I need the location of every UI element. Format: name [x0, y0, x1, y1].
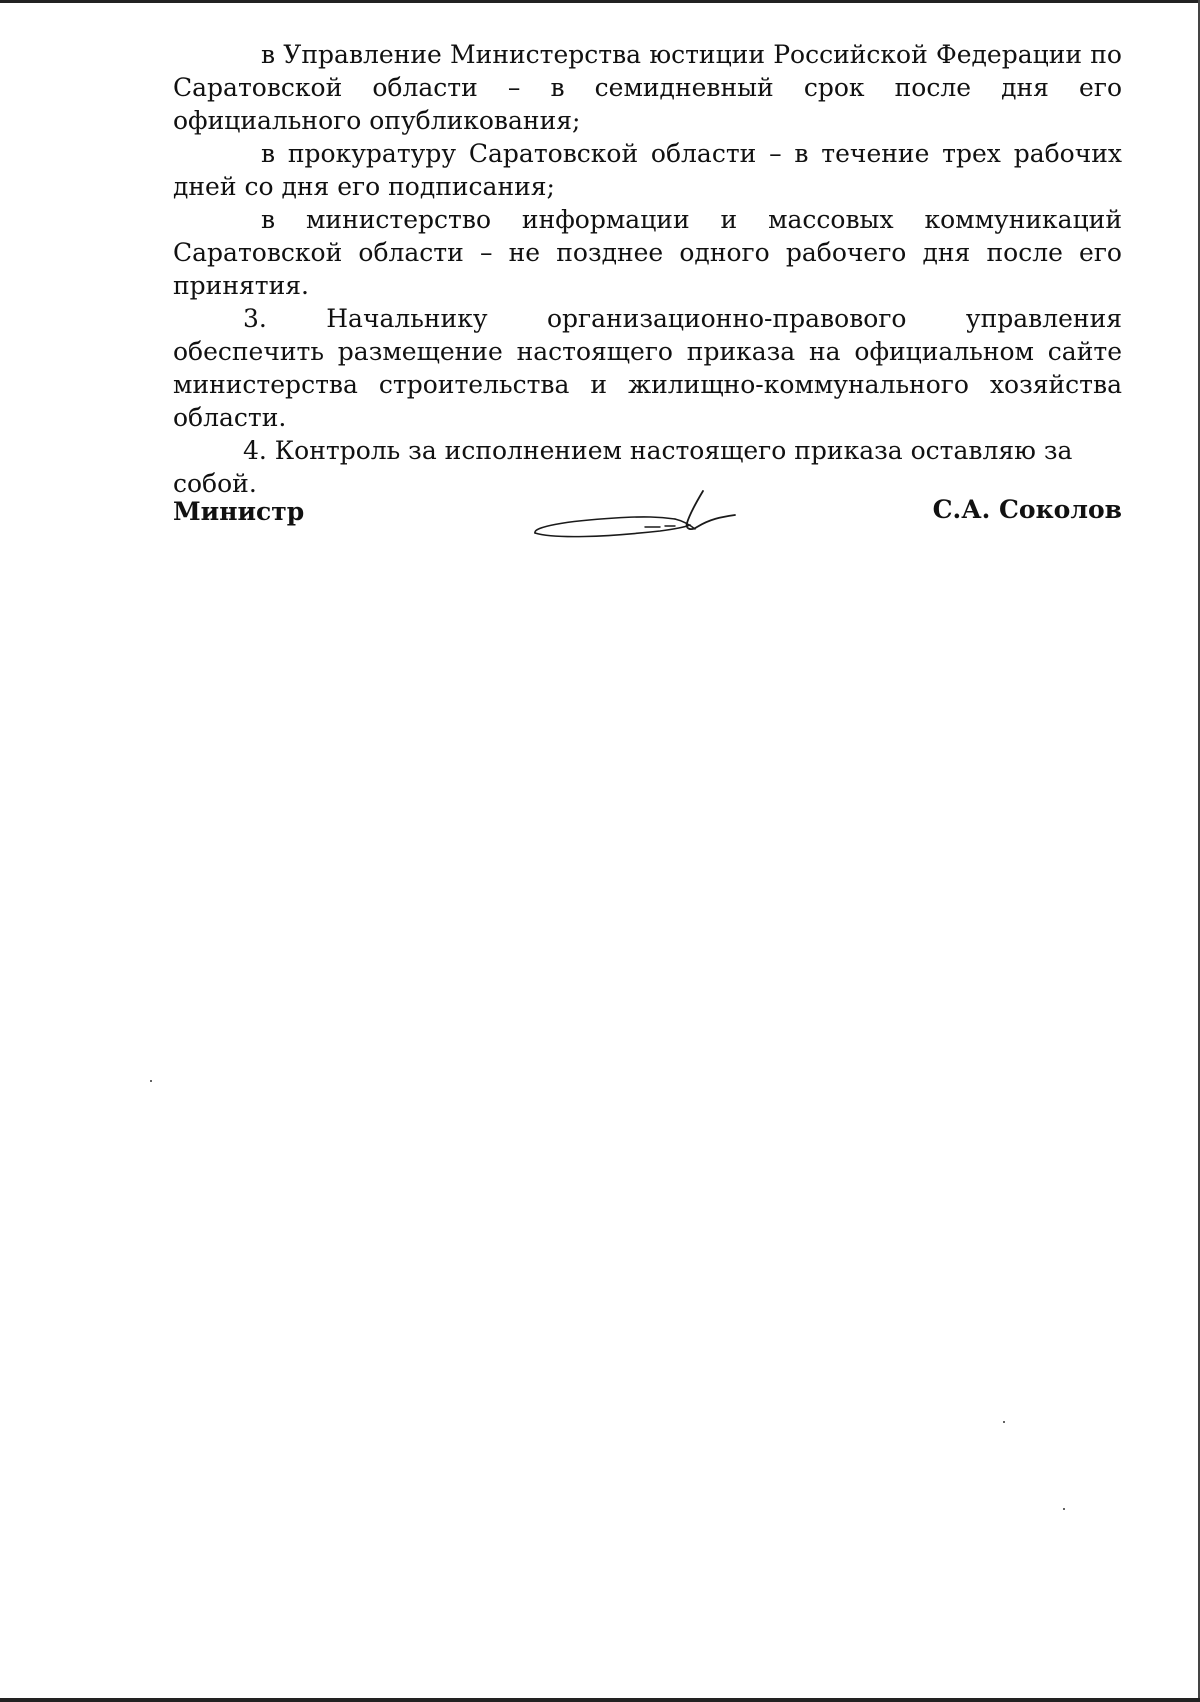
- paragraph-prosecutor: в прокуратуру Саратовской области – в течение трех рабочих дней со дня его подписания;: [173, 139, 1122, 201]
- scan-speck: [1003, 1421, 1005, 1423]
- signatory-name: С.А. Соколов: [932, 495, 1122, 524]
- scan-border-bottom: [0, 1698, 1200, 1702]
- paragraph-item-4: 4. Контроль за исполнением настоящего приказа оставляю за собой.: [173, 436, 1073, 498]
- paragraph-item-3: 3. Начальнику организационно-правового управления обеспечить размещение настоящего приказа на официальном сайте министерства строительства и жилищно-коммунального хозяйства области.: [173, 304, 1122, 432]
- paragraph-justice-ministry: в Управление Министерства юстиции Российской Федерации по Саратовской области – в семидневный срок после дня его официального опубликования;: [173, 40, 1122, 135]
- scan-speck: [150, 1080, 152, 1082]
- paragraph-information-ministry: в министерство информации и массовых коммуникаций Саратовской области – не позднее одного рабочего дня после его принятия.: [173, 205, 1122, 300]
- handwritten-signature: [525, 487, 755, 547]
- document-body: [173, 38, 1122, 500]
- scan-border-top: [0, 0, 1200, 3]
- scan-speck: [1063, 1508, 1065, 1510]
- signatory-title: Министр: [173, 497, 305, 526]
